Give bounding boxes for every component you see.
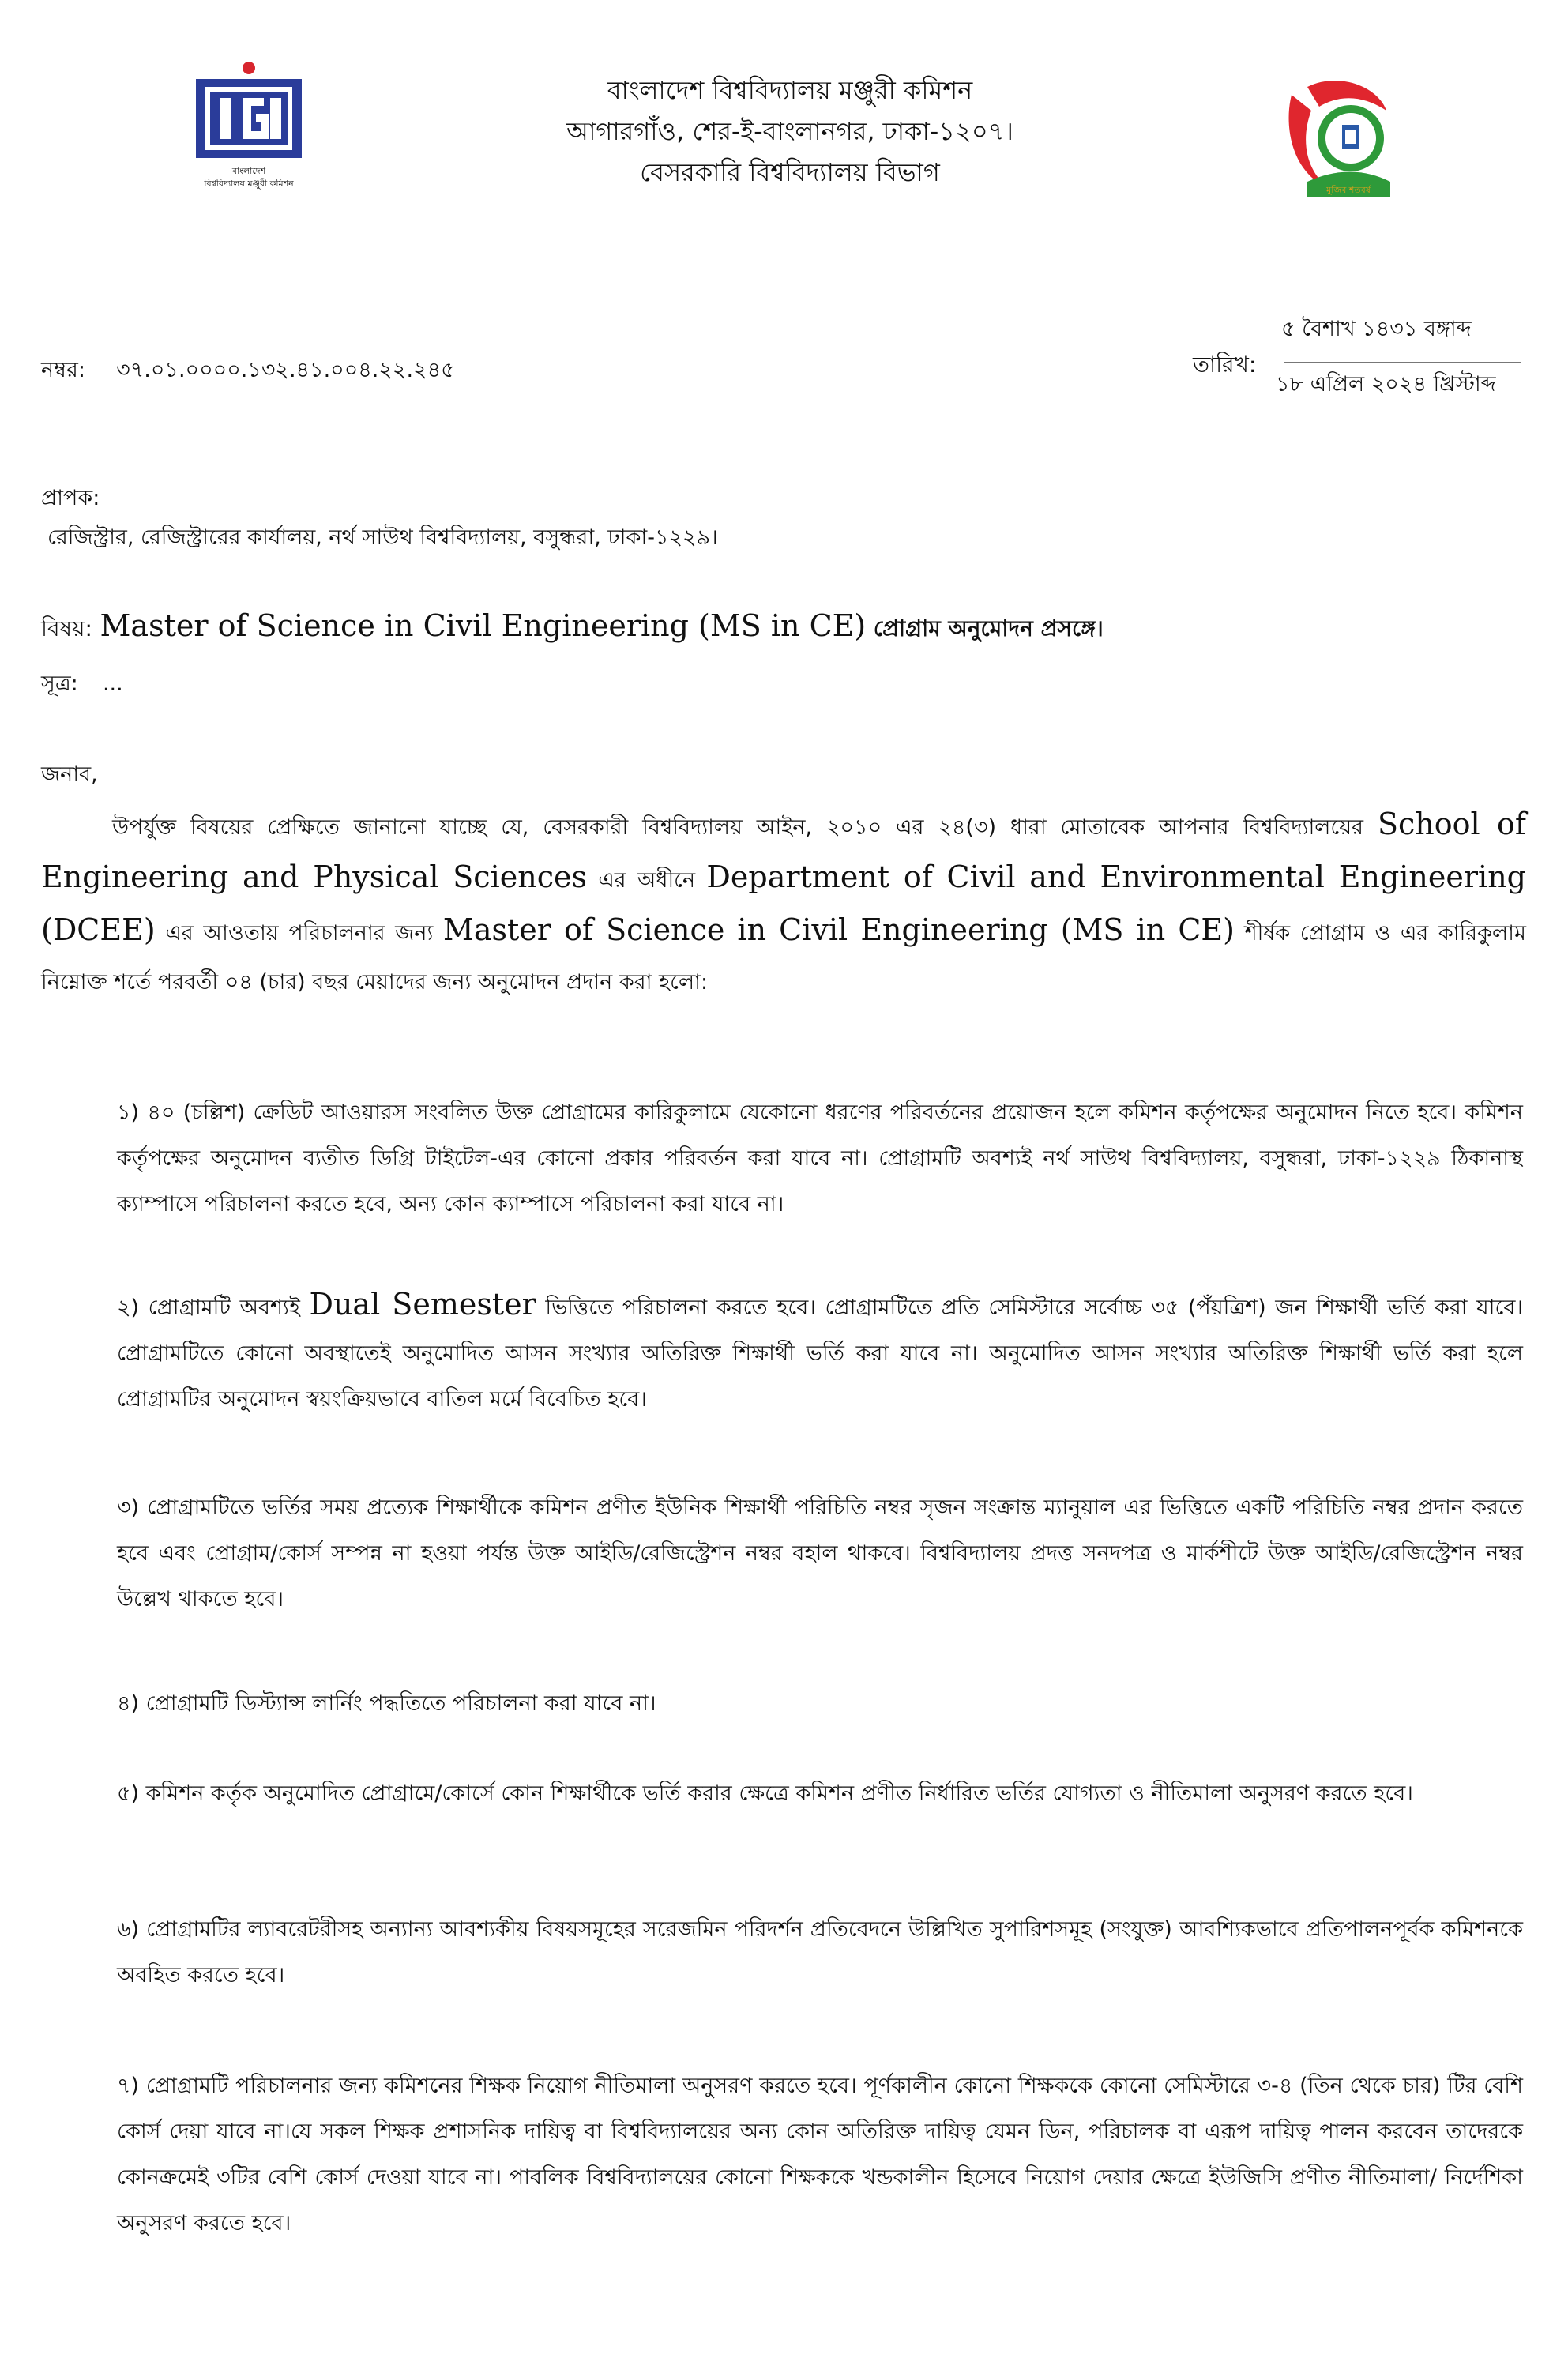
letterhead <box>490 70 1090 193</box>
subject-label: বিষয়: <box>41 615 92 641</box>
date-english: ১৮ এপ্রিল ২০২৪ খ্রিস্টাব্দ <box>1276 372 1496 397</box>
intro-text-1: উপর্যুক্ত বিষয়ের প্রেক্ষিতে জানানো যাচ্ছে যে, বেসরকারী বিশ্ববিদ্যালয় আইন, ২০১০ এর ২৪(৩) ধারা মোতাবেক আপনার বিশ্ববিদ্যালয়ের <box>112 815 1364 840</box>
intro-text-3: এর আওতায় পরিচালনার জন্য <box>165 921 434 946</box>
salutation: জনাব, <box>41 762 98 787</box>
ugc-logo-caption-1: বাংলাদেশ <box>231 166 266 176</box>
condition-2-text-1: ২) প্রোগ্রামটি অবশ্যই <box>117 1296 300 1320</box>
condition-4: ৪) প্রোগ্রামটি ডিস্ট্যান্স লার্নিং পদ্ধতিতে পরিচালনা করা যাবে না। <box>117 1691 656 1716</box>
department-name: Department of Civil and Environmental Engineering (DCEE) <box>41 859 1526 947</box>
mujib-centenary-logo <box>1276 63 1398 201</box>
condition-3: ৩) প্রোগ্রামটিতে ভর্তির সময় প্রত্যেক শিক্ষার্থীকে কমিশন প্রণীত ইউনিক শিক্ষার্থী পরিচিতি নম্বর সৃজন সংক্রান্ত ম্যানুয়াল এর ভিত্তিতে একটি পরিচিতি নম্বর প্রদান করতে হবে এবং প্রোগ্রাম/কোর্স সম্পন্ন না হওয়া পর্যন্ত উক্ত আইডি/রেজিস্ট্রেশন নম্বর বহাল থাকবে। বিশ্ববিদ্যালয় প্রদত্ত সনদপত্র ও মার্কশীটে উক্ত আইডি/রেজিস্ট্রেশন নম্বর উল্লেখ থাকতে হবে। <box>117 1495 1523 1611</box>
memo-number <box>41 354 455 389</box>
intro-text-4: শীর্ষক প্রোগ্রাম ও এর কারিকুলাম নিম্নোক্ত শর্তে পরবর্তী ০৪ (চার) বছর মেয়াদের জন্য অনুমোদন প্রদান করা হলো: <box>41 921 1526 995</box>
ugc-logo-caption-2: বিশ্ববিদ্যালয় মঞ্জুরী কমিশন <box>204 179 294 189</box>
condition-5: ৫) কমিশন কর্তৃক অনুমোদিত প্রোগ্রামে/কোর্সে কোন শিক্ষার্থীকে ভর্তি করার ক্ষেত্রে কমিশন প্রণীত নির্ধারিত ভর্তির যোগ্যতা ও নীতিমালা অনুসরণ করতে হবে। <box>117 1781 1413 1806</box>
date-divider <box>1284 362 1521 363</box>
intro-text-2: এর অধীনে <box>598 868 696 893</box>
recipient-address: রেজিস্ট্রার, রেজিস্ট্রারের কার্যালয়, নর্থ সাউথ বিশ্ববিদ্যালয়, বসুন্ধরা, ঢাকা-১২২৯। <box>47 525 718 550</box>
memo-value: ৩৭.০১.০০০০.১৩২.৪১.০০৪.২২.২৪৫ <box>116 358 455 382</box>
condition-2-dual-semester: Dual Semester <box>309 1287 536 1322</box>
reference-value: ... <box>102 671 123 696</box>
condition-7: ৭) প্রোগ্রামটি পরিচালনার জন্য কমিশনের শিক্ষক নিয়োগ নীতিমালা অনুসরণ করতে হবে। পূর্ণকালীন কোনো শিক্ষককে কোনো সেমিস্টারে ৩-৪ (তিন থেকে চার) টির বেশি কোর্স দেয়া যাবে না।যে সকল শিক্ষক প্রশাসনিক দায়িত্ব বা বিশ্ববিদ্যালয়ের অন্য কোন অতিরিক্ত দায়িত্ব যেমন ডিন, পরিচালক বা এরূপ দায়িত্ব পালন করবেন তাদেরকে কোনক্রমেই ৩টির বেশি কোর্স দেওয়া যাবে না। পাবলিক বিশ্ববিদ্যালয়ের কোনো শিক্ষককে খন্ডকালীন হিসেবে নিয়োগ দেয়ার ক্ষেত্রে ইউজিসি প্রণীত নীতিমালা/ নির্দেশিকা অনুসরণ করতে হবে। <box>117 2074 1523 2236</box>
date-bangla: ৫ বৈশাখ ১৪৩১ বঙ্গাব্দ <box>1281 317 1472 341</box>
condition-6: ৬) প্রোগ্রামটির ল্যাবরেটরীসহ অন্যান্য আবশ্যকীয় বিষয়সমূহের সরেজমিন পরিদর্শন প্রতিবেদনে উল্লিখিত সুপারিশসমূহ (সংযুক্ত) আবশ্যিকভাবে প্রতিপালনপূর্বক কমিশনকে অবহিত করতে হবে। <box>117 1917 1523 1988</box>
ugc-logo <box>182 55 316 194</box>
condition-2-text-2: ভিত্তিতে পরিচালনা করতে হবে। প্রোগ্রামটিতে প্রতি সেমিস্টারে সর্বোচ্চ ৩৫ (পঁয়ত্রিশ) জন শিক্ষার্থী ভর্তি করা যাবে। প্রোগ্রামটিতে কোনো অবস্থাতেই অনুমোদিত আসন সংখ্যার অতিরিক্ত শিক্ষার্থী ভর্তি করা যাবে না। অনুমোদিত আসন সংখ্যার অতিরিক্ত শিক্ষার্থী ভর্তি করা হলে প্রোগ্রামটির অনুমোদন স্বয়ংক্রিয়ভাবে বাতিল মর্মে বিবেচিত হবে। <box>117 1296 1523 1412</box>
condition-2 <box>117 1281 1523 1423</box>
org-division: বেসরকারি বিশ্ববিদ্যালয় বিভাগ <box>640 157 940 187</box>
subject-text: প্রোগ্রাম অনুমোদন প্রসঙ্গে। <box>873 615 1104 641</box>
subject-line <box>41 608 1104 649</box>
intro-paragraph <box>41 799 1526 1007</box>
program-name: Master of Science in Civil Engineering (MS in CE) <box>442 912 1235 947</box>
subject-program-name: Master of Science in Civil Engineering (MS in CE) <box>100 608 867 643</box>
recipient-label: প্রাপক: <box>41 486 100 510</box>
org-address: আগারগাঁও, শের-ই-বাংলানগর, ঢাকা-১২০৭। <box>566 116 1013 146</box>
reference-line <box>41 668 123 703</box>
reference-label: সূত্র: <box>41 671 78 696</box>
org-name: বাংলাদেশ বিশ্ববিদ্যালয় মঞ্জুরী কমিশন <box>607 75 973 105</box>
condition-1: ১) ৪০ (চল্লিশ) ক্রেডিট আওয়ারস সংবলিত উক্ত প্রোগ্রামের কারিকুলামে যেকোনো ধরণের পরিবর্তনের প্রয়োজন হলে কমিশন কর্তৃপক্ষের অনুমোদন নিতে হবে। কমিশন কর্তৃপক্ষের অনুমোদন ব্যতীত ডিগ্রি টাইটেল-এর কোনো প্রকার পরিবর্তন করা যাবে না। প্রোগ্রামটি অবশ্যই নর্থ সাউথ বিশ্ববিদ্যালয়, বসুন্ধরা, ঢাকা-১২২৯ ঠিকানাস্থ ক্যাম্পাসে পরিচালনা করতে হবে, অন্য কোন ক্যাম্পাসে পরিচালনা করা যাবে না। <box>117 1100 1524 1217</box>
date-label: তারিখ: <box>1193 352 1257 378</box>
school-name: School of Engineering and Physical Sciences <box>41 807 1526 894</box>
mujib-logo-caption: মুজিব শতবর্ষ <box>1326 185 1371 195</box>
memo-label: নম্বর: <box>41 358 85 382</box>
